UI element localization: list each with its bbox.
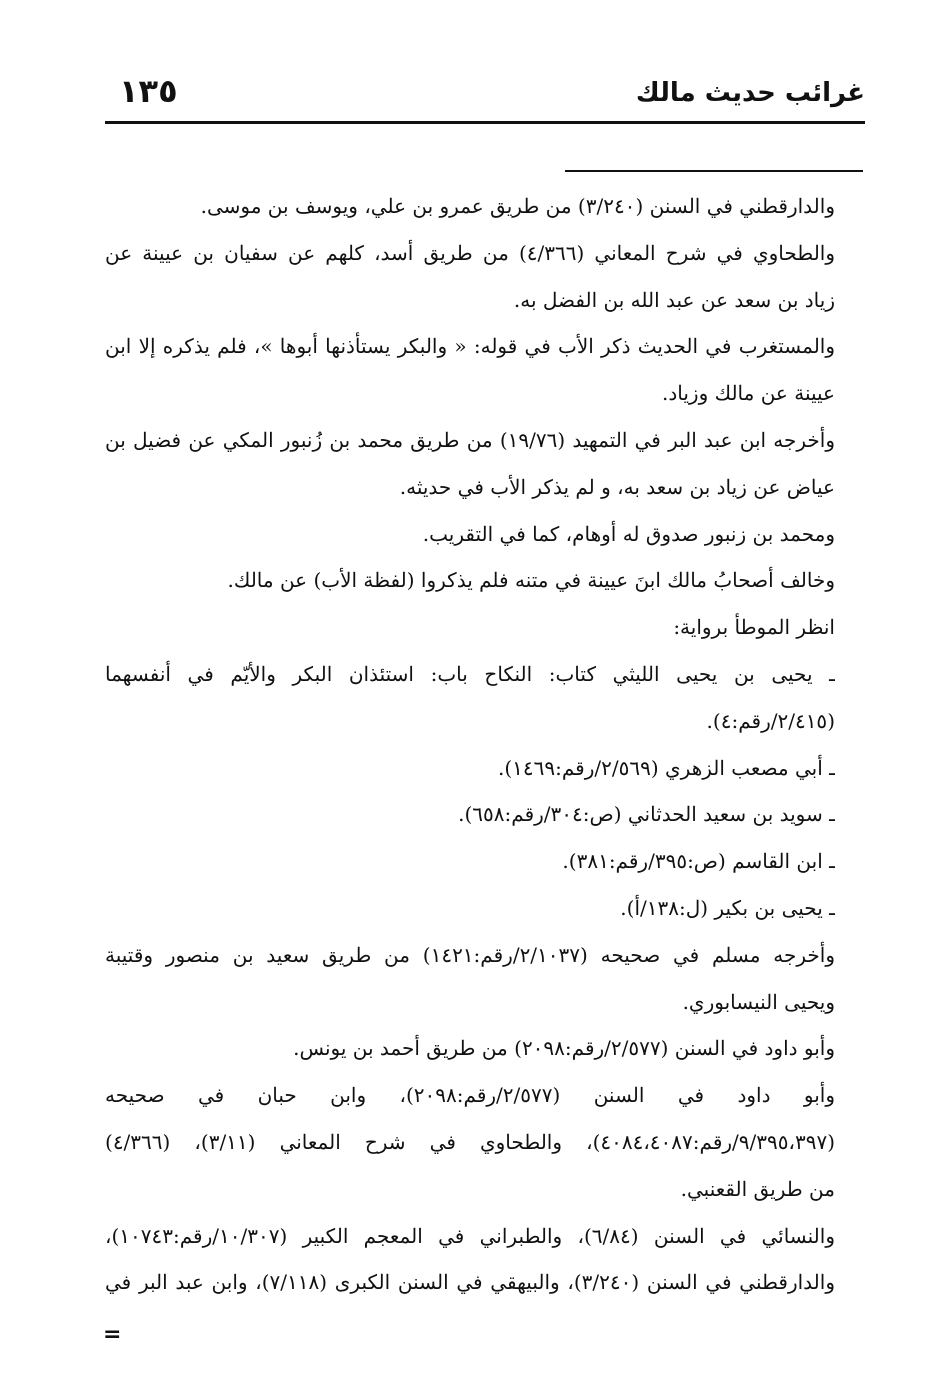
text-line: ويحيى النيسابوري.: [682, 989, 835, 1014]
text-line: من طريق القعنبي.: [680, 1176, 835, 1201]
text-line: وخالف أصحابُ مالك ابنَ عيينة في متنه فلم يذكروا (لفظة الأب) عن مالك.: [227, 568, 835, 593]
book-title: غرائب حديث مالك: [635, 78, 865, 108]
text-line: (٩/٣٩٥،٣٩٧/رقم:٤٠٨٤،٤٠٨٧)، والطحاوي في شرح المعاني (٣/١١)، (٤/٣٦٦): [105, 1129, 835, 1154]
text-line: زياد بن سعد عن عبد الله بن الفضل به.: [513, 287, 835, 312]
text-line: والدارقطني في السنن (٣/٢٤٠) من طريق عمرو بن علي، ويوسف بن موسى.: [200, 194, 835, 218]
text-line: (٢/٤١٥/رقم:٤).: [706, 708, 835, 733]
text-line: والدارقطني في السنن (٣/٢٤٠)، والبيهقي في السنن الكبرى (٧/١١٨)، وابن عبد البر في: [105, 1270, 835, 1295]
text-line: ـ أبي مصعب الزهري (٢/٥٦٩/رقم:١٤٦٩).: [497, 755, 835, 780]
page-number: ١٣٥: [119, 72, 178, 110]
text-line: ـ سويد بن سعيد الحدثاني (ص:٣٠٤/رقم:٦٥٨).: [458, 802, 835, 827]
text-line: والطحاوي في شرح المعاني (٤/٣٦٦) من طريق أسد، كلهم عن سفيان بن عيينة عن: [105, 240, 835, 265]
text-line: انظر الموطأ برواية:: [673, 615, 835, 640]
text-line: عياض عن زياد بن سعد به، و لم يذكر الأب في حديثه.: [399, 474, 835, 499]
header-rule: [105, 121, 865, 124]
text-line: والنسائي في السنن (٦/٨٤)، والطبراني في المعجم الكبير (١٠/٣٠٧/رقم:١٠٧٤٣)،: [105, 1223, 835, 1248]
continuation-mark: =: [103, 1322, 122, 1347]
text-line: ـ يحيى بن يحيى الليثي كتاب: النكاح باب: استئذان البكر والأيّم في أنفسهما: [105, 661, 835, 686]
page-header: [105, 72, 865, 122]
text-line: ومحمد بن زنبور صدوق له أوهام، كما في التقريب.: [422, 521, 835, 546]
text-line: ـ ابن القاسم (ص:٣٩٥/رقم:٣٨١).: [562, 849, 835, 874]
text-line: وأخرجه ابن عبد البر في التمهيد (١٩/٧٦) من طريق محمد بن زُنبور المكي عن فضيل بن: [105, 427, 835, 452]
footnote-text-block: [105, 183, 835, 1306]
text-line: وأبو داود في السنن (٢/٥٧٧/رقم:٢٠٩٨)، وابن حبان في صحيحه: [105, 1083, 835, 1108]
text-line: والمستغرب في الحديث ذكر الأب في قوله: « والبكر يستأذنها أبوها »، فلم يذكره إلا ابن: [105, 334, 835, 359]
text-line: ـ يحيى بن بكير (ل:١٣٨/أ).: [620, 895, 835, 920]
footnote-separator-rule: [565, 170, 863, 172]
text-line: وأخرجه مسلم في صحيحه (٢/١٠٣٧/رقم:١٤٢١) من طريق سعيد بن منصور وقتيبة: [105, 942, 835, 967]
text-line: وأبو داود في السنن (٢/٥٧٧/رقم:٢٠٩٨) من طريق أحمد بن يونس.: [293, 1036, 835, 1061]
text-line: عيينة عن مالك وزياد.: [662, 381, 835, 406]
